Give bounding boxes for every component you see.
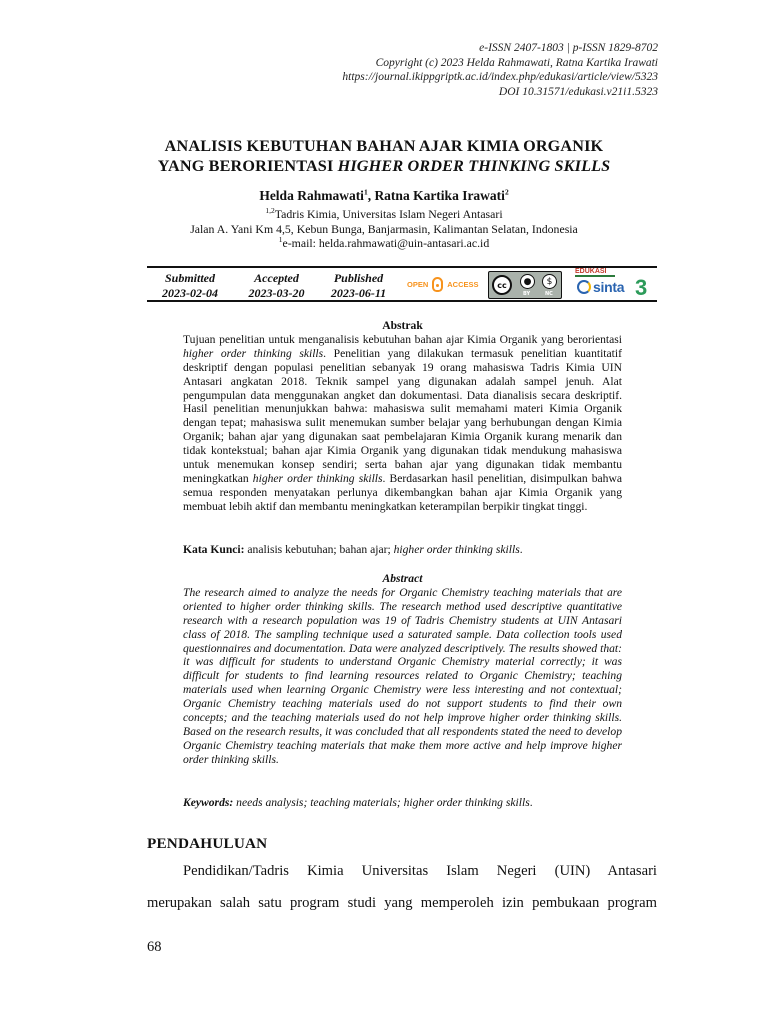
copyright-line: Copyright (c) 2023 Helda Rahmawati, Ratna Kartika Irawati (375, 56, 658, 69)
kata-kunci-text: analisis kebutuhan; bahan ajar; (244, 543, 394, 556)
open-access-access: ACCESS (447, 280, 479, 289)
section-heading: PENDAHULUAN (147, 835, 268, 852)
abstract-heading: Abstract (382, 572, 423, 585)
accepted-label: Accepted (254, 271, 299, 285)
submitted-value: 2023-02-04 (162, 285, 218, 300)
abstrak-section (183, 319, 622, 514)
author-1: Helda Rahmawati (259, 188, 364, 203)
email-sup: 1 (278, 235, 283, 245)
body-paragraph (147, 855, 657, 919)
abstract-body: The research aimed to analyze the needs for Organic Chemistry teaching materials that are oriented to higher order thinking skills. The research method used descriptive quantitative research with a research population was 19 of Tadris Chemistry students at UIN Antasari class of 2018. The sampling technique used a saturated sample. Data collection tools used questionnaires and documentation. Data were analyzed descriptively. The results showed that: it was difficult for students to understand Organic Chemistry material correctly; it was difficult for students to find learning resources related to Organic Chemistry; teaching materials used when learning Organic Chemistry were less interesting and not contextual; Organic Chemistry teaching materials used do not support students to find their own concepts; and the teaching materials used do not help improve higher order thinking skills. Based on the research results, it was concluded that all respondents stated the need to develop Organic Chemistry teaching materials that make them more active and help improve higher order thinking skills. (183, 585, 622, 766)
body-line-1 (147, 855, 657, 887)
affiliation-name: Tadris Kimia, Universitas Islam Negeri Antasari (274, 207, 503, 221)
published-label: Published (333, 271, 384, 285)
kata-kunci (183, 543, 622, 557)
author-separator: , (367, 188, 375, 203)
issn-line: e-ISSN 2407-1803 | p-ISSN 1829-8702 (479, 42, 658, 54)
body-line-2: merupakan salah satu program studi yang memperoleh izin pembukaan program (147, 895, 657, 911)
affiliation-line-2: Jalan A. Yani Km 4,5, Kebun Bunga, Banjarmasin, Kalimantan Selatan, Indonesia (190, 221, 578, 236)
author-list (0, 188, 768, 204)
email-line (0, 236, 768, 251)
journal-header (342, 41, 658, 99)
sinta-rank: 3 (635, 275, 648, 300)
abstrak-italic-2: higher order thinking skills (252, 471, 383, 485)
kata-kunci-end: . (519, 543, 523, 556)
cc-by-nc-license-badge (488, 271, 562, 299)
keywords-end: . (529, 796, 533, 809)
sinta-word: sinta (593, 279, 625, 295)
abstrak-text-1: Tujuan penelitian untuk menganalisis kebutuhan bahan ajar Kimia Organik yang berorientasi (183, 332, 622, 346)
page-number: 68 (147, 939, 162, 955)
by-person-icon: ● (520, 274, 535, 289)
abstrak-heading: Abstrak (382, 319, 423, 332)
open-access-open: OPEN (407, 280, 429, 289)
sinta-journal-mark: EDUKASI (575, 268, 607, 275)
author-2-sup: 2 (504, 187, 509, 197)
dates-bar (147, 266, 657, 302)
title-line-2-normal: YANG BERORIENTASI (157, 157, 338, 175)
affiliation (0, 207, 768, 251)
title-line-2 (0, 156, 768, 176)
open-access-logo (407, 277, 479, 292)
body-line-1-text: Pendidikan/Tadris Kimia Universitas Islam Negeri (UIN) Antasari (183, 863, 657, 879)
submitted-label: Submitted (164, 271, 215, 285)
nc-dollar-icon: $ (542, 274, 557, 289)
sinta-circle-icon (577, 280, 591, 294)
article-url[interactable]: https://journal.ikippgriptk.ac.id/index.php/edukasi/article/view/5323 (342, 71, 658, 83)
keywords (183, 796, 622, 810)
doi-line[interactable]: DOI 10.31571/edukasi.v21i1.5323 (498, 85, 658, 98)
affiliation-sup: 1,2 (265, 206, 275, 216)
sinta-logo (575, 268, 657, 300)
kata-kunci-italic: higher order thinking skills (393, 543, 520, 556)
accepted-date (233, 271, 320, 300)
sinta-divider (575, 275, 615, 277)
published-date (320, 271, 397, 300)
keywords-text: needs analysis; teaching materials; higher order thinking skills (233, 796, 530, 809)
abstrak-body (183, 333, 622, 514)
open-lock-icon (432, 277, 443, 292)
abstrak-italic-1: higher order thinking skills (183, 346, 324, 360)
abstrak-text-2: . Penelitian yang dilakukan termasuk penelitian kuantitatif deskriptif dengan populasi penelitian sebanyak 19 orang mahasiswa Tadris Kimia UIN Antasari angkatan 2018. Teknik sampel yang digunakan adalah sampel jenuh. Alat pengumpulan data menggunakan angket dan dokumentasi. Data dianalisis secara deskriptif. Hasil penelitian menunjukkan bahwa: mahasiswa sulit memahami materi Kimia Organik dengan tepat; mahasiswa sulit menemukan sumber belajar yang berhubungan dengan Kimia Organik; bahan ajar yang digunakan saat pembelajaran Kimia Organik kurang menarik dan tidak kontekstual; bahan ajar Kimia Organik yang digunakan tidak mendukung mahasiswa untuk menemukan konsep sendiri; serta bahan ajar yang digunakan tidak membantu meningkatkan (183, 346, 622, 485)
published-value: 2023-06-11 (330, 285, 387, 300)
submitted-date (147, 271, 233, 300)
cc-icon: cc (492, 275, 512, 295)
author-1-sup: 1 (363, 187, 368, 197)
title-block (0, 136, 768, 251)
title-line-1: ANALISIS KEBUTUHAN BAHAN AJAR KIMIA ORGANIK (164, 137, 604, 155)
author-2: Ratna Kartika Irawati (374, 188, 505, 203)
title-line-2-italic: HIGHER ORDER THINKING SKILLS (337, 157, 611, 175)
cc-nc-label: NC (545, 291, 553, 297)
kata-kunci-label: Kata Kunci: (183, 543, 245, 556)
abstract-section (183, 572, 622, 767)
accepted-value: 2023-03-20 (248, 285, 305, 300)
keywords-label: Keywords: (183, 796, 234, 809)
abstrak-text-3: . Berdasarkan hasil penelitian, disimpulkan bahwa semua responden menyatakan perlunya dikembangkan bahan ajar Kimia Organik yang membuat lebih aktif dan membantu meningkatkan keterampilan berpikir tingkat tinggi. (183, 471, 623, 513)
affiliation-line-1 (0, 207, 768, 222)
email-address[interactable]: e-mail: helda.rahmawati@uin-antasari.ac.id (282, 236, 490, 250)
paper-title (0, 136, 768, 176)
cc-by-label: BY (523, 291, 531, 297)
